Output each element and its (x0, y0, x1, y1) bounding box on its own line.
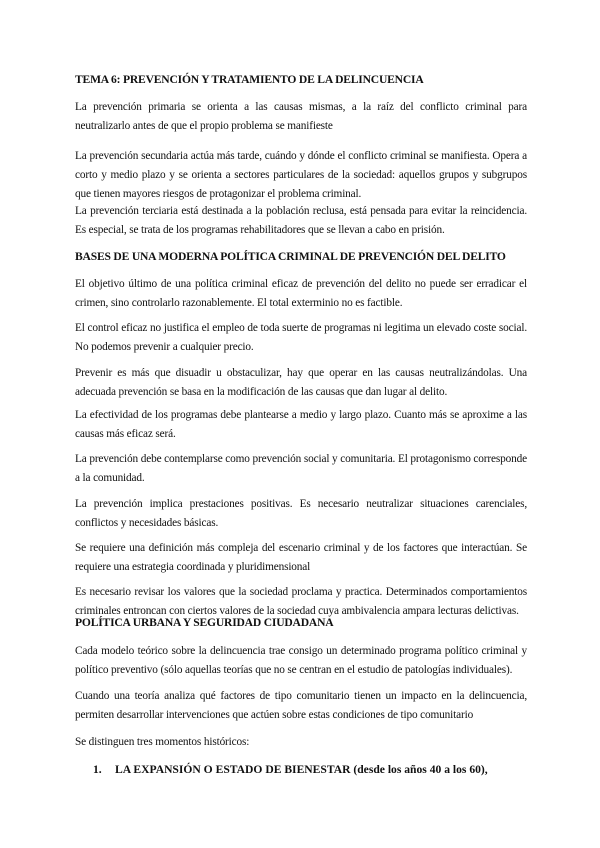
paragraph-prevencion-secundaria: La prevención secundaria actúa más tarde, cuándo y dónde el conflicto criminal se manifiesta. Opera a corto y medio plazo y se orienta a sectores particulares de la sociedad: aquellos grupos y subgrupos que tienen mayores riesgos de protagonizar el problema criminal. (75, 150, 527, 200)
list-item-text: LA EXPANSIÓN O ESTADO DE BIENESTAR (desde los años 40 a los 60), (115, 763, 488, 776)
paragraph-objetivo: El objetivo último de una política criminal eficaz de prevención del delito no puede ser erradicar el crimen, sino controlarlo razonablemente. El total exterminio no es factible. (75, 278, 527, 309)
paragraph-modelo-teorico: Cada modelo teórico sobre la delincuencia trae consigo un determinado programa político criminal y político preventivo (sólo aquellas teorías que no se centran en el estudio de patologías individuales). (75, 645, 527, 676)
heading-tema-6: TEMA 6: PREVENCIÓN Y TRATAMIENTO DE LA DELINCUENCIA (75, 73, 424, 86)
paragraph-prevencion-terciaria: La prevención terciaria está destinada a la población reclusa, está pensada para evitar la reincidencia. Es especial, se trata de los programas rehabilitadores que se llevan a cabo en prisión. (75, 205, 527, 236)
paragraph-prevencion-primaria: La prevención primaria se orienta a las causas mismas, a la raíz del conflicto criminal para neutralizarlo antes de que el propio problema se manifieste (75, 101, 527, 132)
paragraph-efectividad: La efectividad de los programas debe plantearse a medio y largo plazo. Cuanto más se aproxime a las causas más eficaz será. (75, 409, 527, 440)
heading-bases: BASES DE UNA MODERNA POLÍTICA CRIMINAL DE PREVENCIÓN DEL DELITO (75, 250, 506, 263)
list-item-number: 1. (93, 763, 102, 776)
paragraph-control-eficaz: El control eficaz no justifica el empleo de toda suerte de programas ni legitima un elevado coste social. No podemos prevenir a cualquier precio. (75, 322, 527, 353)
paragraph-prevencion-social: La prevención debe contemplarse como prevención social y comunitaria. El protagonismo corresponde a la comunidad. (75, 453, 527, 484)
paragraph-teoria-comunitaria: Cuando una teoría analiza qué factores de tipo comunitario tienen un impacto en la delincuencia, permiten desarrollar intervenciones que actúen sobre estas condiciones de tipo comunitario (75, 690, 527, 721)
list-item (93, 763, 488, 776)
paragraph-valores: Es necesario revisar los valores que la sociedad proclama y practica. Determinados comportamientos criminales entroncan con ciertos valores de la sociedad cuya ambivalencia ampara lecturas delictivas. (75, 586, 527, 617)
paragraph-momentos-historicos: Se distinguen tres momentos históricos: (75, 736, 250, 748)
paragraph-prestaciones: La prevención implica prestaciones positivas. Es necesario neutralizar situaciones carenciales, conflictos y necesidades básicas. (75, 498, 527, 529)
paragraph-definicion: Se requiere una definición más compleja del escenario criminal y de los factores que interactúan. Se requiere una estrategia coordinada y pluridimensional (75, 542, 527, 573)
heading-politica-urbana: POLÍTICA URBANA Y SEGURIDAD CIUDADANA (75, 616, 334, 629)
paragraph-prevenir: Prevenir es más que disuadir u obstaculizar, hay que operar en las causas neutralizándolas. Una adecuada prevención se basa en la modificación de las causas que dan lugar al delito. (75, 367, 527, 398)
